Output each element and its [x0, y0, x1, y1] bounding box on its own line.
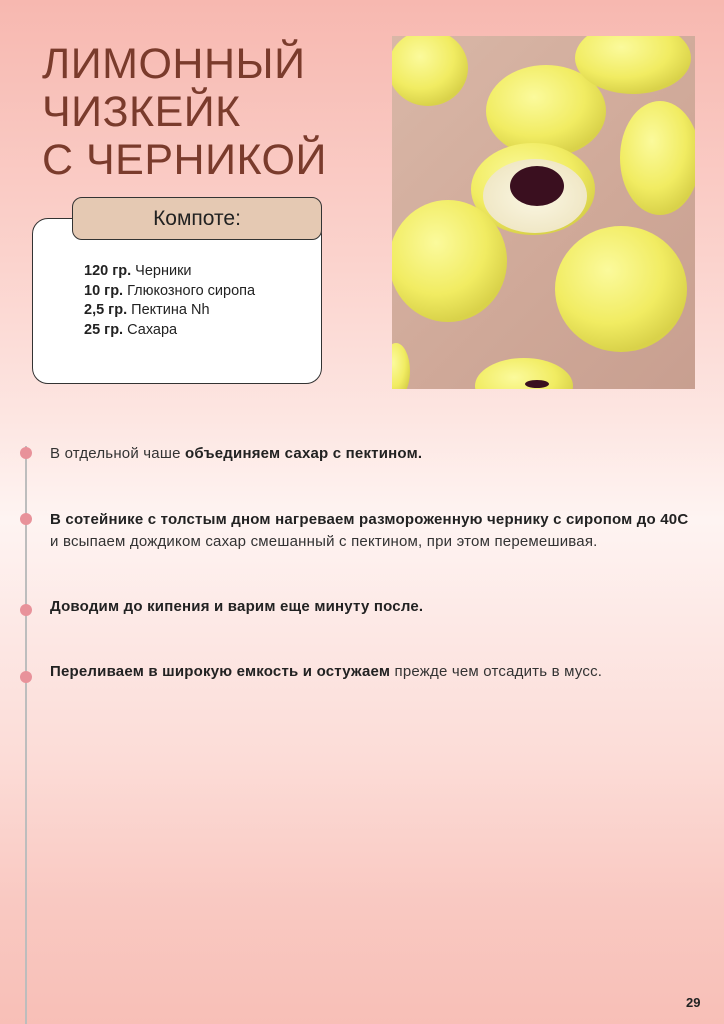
ingredient-qty: 10 гр. [84, 282, 124, 299]
step-1 [50, 443, 690, 465]
step-text-bold: объединяем сахар с пектином. [185, 445, 423, 462]
ingredient-name: Глюкозного сиропа [123, 282, 256, 299]
ingredient-name: Пектина Nh [127, 302, 210, 318]
compote-label: Компоте: [72, 197, 322, 240]
timeline-line [25, 446, 27, 1024]
dessert-ball [475, 358, 573, 389]
ingredient-item [84, 321, 255, 341]
ingredient-qty: 25 гр. [84, 321, 124, 338]
step-bullet [20, 447, 32, 459]
dessert-ball [392, 200, 507, 322]
dessert-photo [392, 36, 695, 389]
page-number: 29 [686, 995, 701, 1010]
ingredients-list [84, 262, 255, 340]
step-text: В отдельной чаше [50, 445, 185, 462]
ingredient-item [84, 301, 255, 321]
dessert-ball [392, 343, 410, 389]
ingredient-name: Черники [131, 263, 192, 279]
ingredient-name: Сахара [123, 321, 178, 338]
dessert-ball [620, 101, 695, 215]
step-text: прежде чем отсадить в мусс. [390, 663, 603, 680]
blueberry-filling [525, 380, 549, 388]
step-2 [50, 509, 690, 553]
step-text-bold: Доводим до кипения и варим еще минуту после. [50, 598, 424, 615]
step-bullet [20, 604, 32, 616]
ingredient-item [84, 262, 255, 282]
ingredient-qty: 2,5 гр. [84, 302, 128, 318]
step-3 [50, 596, 690, 618]
page-title [42, 40, 327, 184]
dessert-ball [555, 226, 687, 352]
ingredient-qty: 120 гр. [84, 263, 132, 279]
step-text: и всыпаем дождиком сахар смешанный с пектином, при этом перемешивая. [50, 533, 598, 550]
step-text-bold: В сотейнике с толстым дном нагреваем размороженную чернику с сиропом до 40С [50, 511, 689, 528]
title-line-1: ЛИМОННЫЙ [42, 40, 306, 88]
blueberry-filling [510, 166, 564, 206]
title-line-2: ЧИЗКЕЙК [42, 88, 241, 136]
dessert-ball [392, 36, 468, 106]
step-bullet [20, 671, 32, 683]
ingredient-item [84, 282, 255, 302]
step-text-bold: Переливаем в широкую емкость и остужаем [50, 663, 391, 680]
dessert-photo-illustration [392, 36, 695, 389]
title-line-3: С ЧЕРНИКОЙ [42, 136, 327, 184]
step-bullet [20, 513, 32, 525]
step-4 [50, 661, 690, 683]
